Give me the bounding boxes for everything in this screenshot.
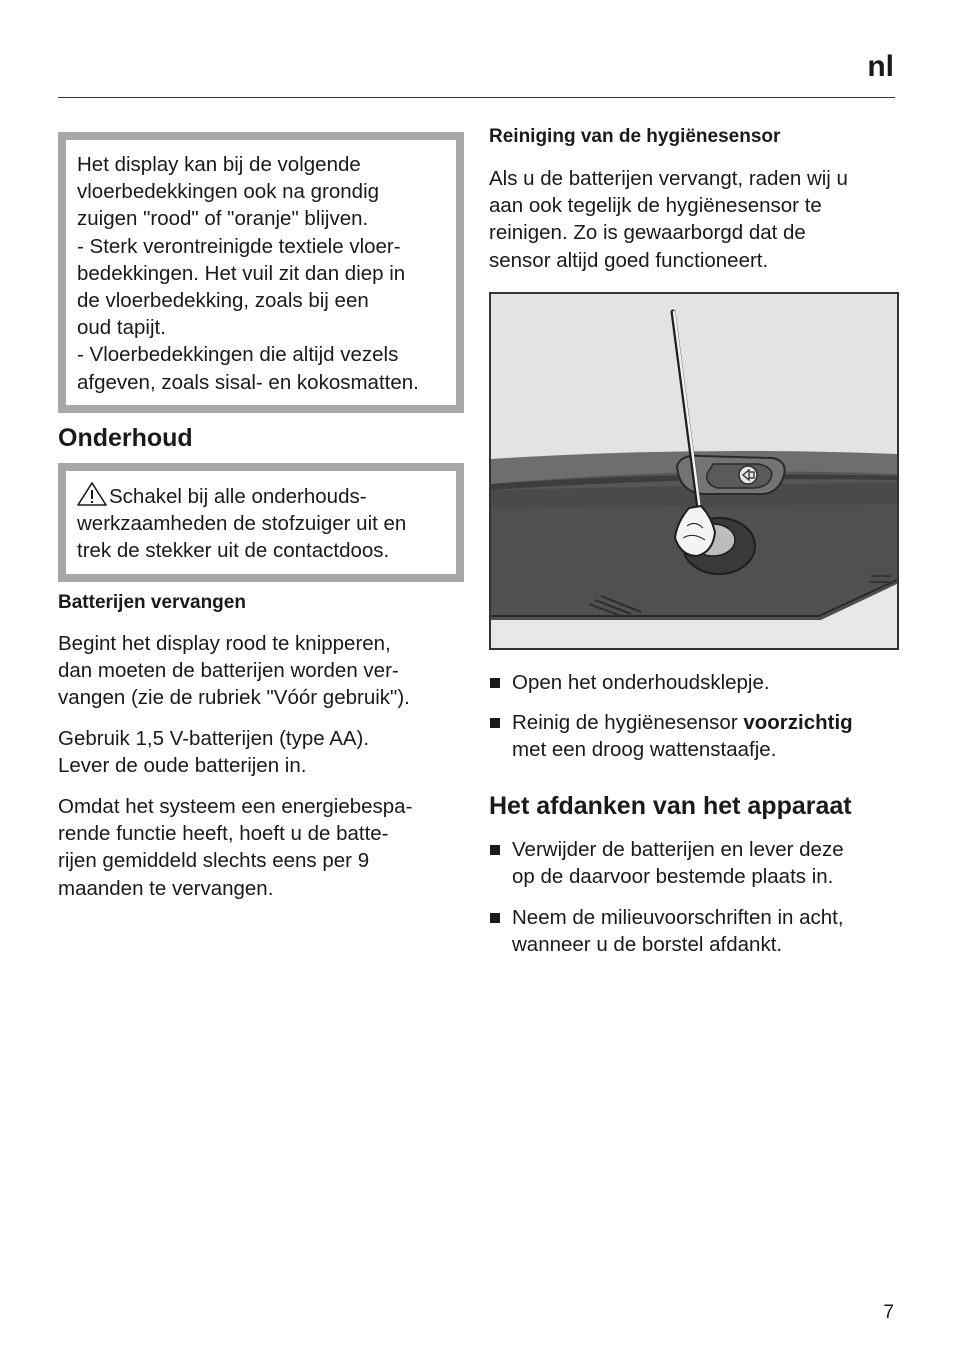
note-line: - Vloerbedekkingen die altijd vezels — [77, 343, 399, 367]
bullet-text: wanneer u de borstel afdankt. — [512, 933, 783, 957]
bullet-text: Neem de milieuvoorschriften in acht, — [512, 906, 844, 929]
text-line: maanden te vervangen. — [58, 876, 274, 900]
note-line: bedekkingen. Het vuil zit dan diep in — [77, 261, 406, 285]
text-line: rijen gemiddeld slechts eens per 9 — [58, 849, 370, 873]
warning-box — [58, 463, 464, 582]
bullet-remove-batteries — [489, 836, 895, 890]
text-line: sensor altijd goed functioneert. — [489, 248, 769, 272]
text-line: reinigen. Zo is gewaarborgd dat de — [489, 221, 806, 245]
text-line: aan ook tegelijk de hygiënesensor te — [489, 194, 822, 218]
bullet-text: met een droog wattenstaafje. — [512, 738, 777, 762]
bullet-environment — [489, 904, 895, 958]
text-line: rende functie heeft, hoeft u de batte- — [58, 822, 389, 846]
page-number: 7 — [883, 1302, 894, 1323]
bullet-text: Reinig de hygiënesensor — [512, 711, 744, 734]
warning-line: werkzaamheden de stofzuiger uit en — [77, 512, 407, 536]
note-line: zuigen "rood" of "oranje" blijven. — [77, 207, 369, 231]
bullet-text: Open het onderhoudsklepje. — [512, 671, 770, 694]
disposal-heading: Het afdanken van het apparaat — [489, 792, 852, 820]
bullet-clean-sensor — [489, 709, 895, 763]
header-rule — [58, 97, 895, 98]
note-line: - Sterk verontreinigde textiele vloer- — [77, 234, 401, 258]
text-line: vangen (zie de rubriek "Vóór gebruik"). — [58, 686, 410, 710]
note-line: vloerbedekkingen ook na grondig — [77, 180, 380, 204]
language-code: nl — [867, 50, 894, 83]
bullet-text: Verwijder de batterijen en lever deze — [512, 838, 844, 861]
bullet-emphasis: voorzichtig — [743, 711, 853, 734]
bullet-text: op de daarvoor bestemde plaats in. — [512, 865, 834, 889]
text-line: Omdat het systeem een energiebespa- — [58, 795, 413, 818]
text-line: Gebruik 1,5 V-batterijen (type AA). — [58, 727, 370, 750]
note-line: oud tapijt. — [77, 316, 166, 340]
square-bullet-icon — [490, 845, 500, 855]
text-line: Begint het display rood te knipperen, — [58, 632, 391, 655]
warning-line: trek de stekker uit de contactdoos. — [77, 539, 390, 563]
square-bullet-icon — [490, 718, 500, 728]
text-line: dan moeten de batterijen worden ver- — [58, 659, 399, 683]
note-line: afgeven, zoals sisal- en kokosmatten. — [77, 370, 419, 394]
batteries-paragraph-1 — [58, 630, 464, 712]
sensor-heading: Reiniging van de hygiënesensor — [489, 126, 781, 147]
text-line: Lever de oude batterijen in. — [58, 754, 307, 778]
note-line: Het display kan bij de volgende — [77, 153, 361, 176]
warning-triangle-icon — [77, 482, 107, 506]
sensor-paragraph — [489, 165, 899, 274]
square-bullet-icon — [490, 678, 500, 688]
warning-line: Schakel bij alle onderhouds- — [109, 485, 367, 508]
onderhoud-heading: Onderhoud — [58, 424, 193, 452]
bullet-open-flap — [489, 669, 895, 696]
info-note-box — [58, 132, 464, 413]
batteries-paragraph-2 — [58, 725, 464, 779]
sensor-cleaning-illustration — [489, 292, 899, 650]
brush-cotton-swab-drawing — [491, 294, 897, 648]
note-line: de vloerbedekking, zoals bij een — [77, 289, 369, 313]
text-line: Als u de batterijen vervangt, raden wij u — [489, 167, 848, 190]
batteries-heading: Batterijen vervangen — [58, 592, 246, 613]
batteries-paragraph-3 — [58, 793, 464, 902]
square-bullet-icon — [490, 913, 500, 923]
